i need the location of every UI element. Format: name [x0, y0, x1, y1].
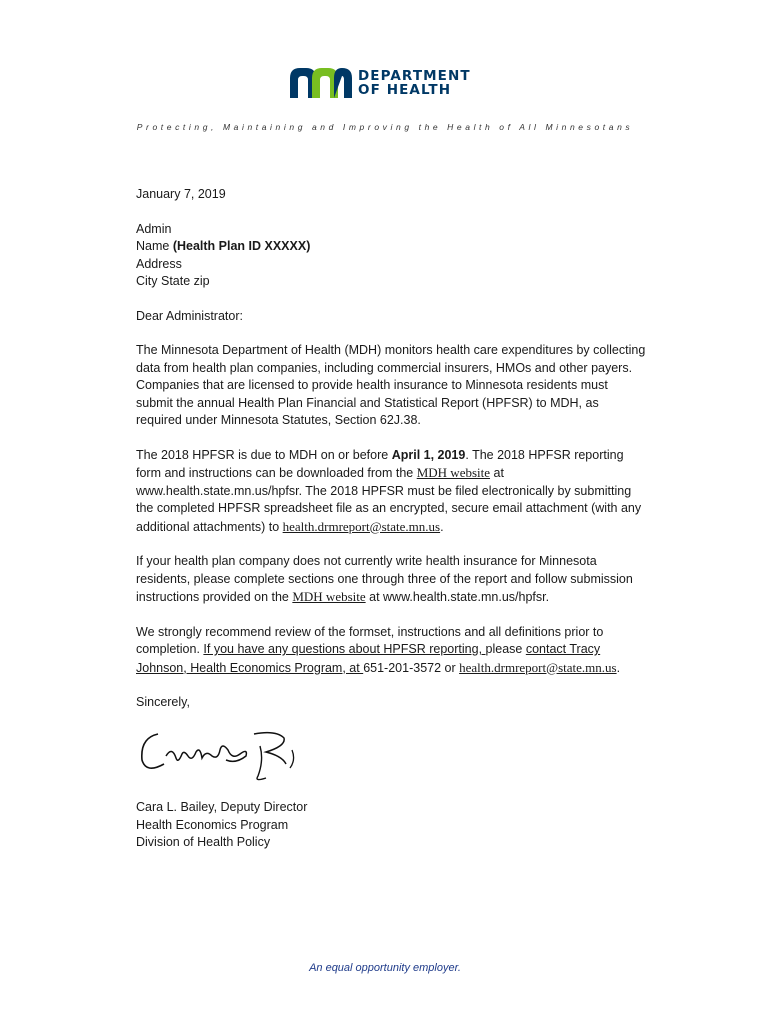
mn-logo-mark-icon — [290, 68, 352, 98]
p4-text-1: We strongly recommend review of the formset, instructions and all definitions prior to completion. — [136, 624, 604, 656]
mdh-website-link[interactable]: MDH website — [416, 465, 491, 480]
closing: Sincerely, — [136, 695, 190, 709]
salutation: Dear Administrator: — [136, 308, 243, 323]
p4-text-3: 651-201-3572 or — [363, 660, 460, 675]
logo-line-department: DEPARTMENT — [358, 68, 471, 84]
p2-text-2: . The 2018 HPFSR reporting form and instructions can be downloaded from the — [136, 447, 624, 480]
address-line-3: Address — [136, 256, 182, 271]
report-email-link-2[interactable]: health.drmreport@state.mn.us — [459, 659, 617, 675]
p2-text-4: . — [440, 519, 444, 534]
contact-text: contact Tracy Johnson, Health Economics Program, at — [136, 642, 601, 675]
due-date: April 1, 2019 — [391, 447, 466, 462]
letter-body — [136, 186, 648, 869]
signer-name-title: Cara L. Bailey, Deputy Director — [136, 800, 308, 814]
paragraph-4 — [136, 624, 648, 678]
letter-date: January 7, 2019 — [136, 187, 226, 201]
p3-text-1: If your health plan company does not currently write health insurance for Minnesota residents, please complete sections one through three of the report and follow submission instructions provided on the — [136, 554, 633, 604]
p2-text-1: The 2018 HPFSR is due to MDH on or before — [136, 447, 392, 462]
questions-text: If you have any questions about HPFSR reporting, — [203, 642, 486, 656]
signer-block — [136, 799, 648, 852]
paragraph-3 — [136, 553, 648, 607]
p3-text-2: at www.health.state.mn.us/hpfsr. — [365, 590, 550, 604]
report-email-link[interactable]: health.drmreport@state.mn.us — [282, 518, 441, 534]
address-name: Name — [136, 239, 173, 253]
paragraph-1: The Minnesota Department of Health (MDH) monitors health care expenditures by collecting data from health plan companies, including commercial insurers, HMOs and other payers. Companies that are licensed to provide health insurance to Minnesota residents must submit the annual Health Plan Financial and Statistical Report (HPFSR) to MDH, as required under Minnesota Statutes, Section 62J.38. — [136, 343, 646, 427]
address-line-1: Admin — [136, 221, 172, 236]
footer-equal-opportunity: An equal opportunity employer. — [309, 962, 461, 974]
paragraph-2 — [136, 447, 648, 537]
signer-division: Division of Health Policy — [136, 835, 271, 849]
signature-image — [136, 720, 306, 782]
signer-program: Health Economics Program — [136, 817, 289, 832]
address-health-plan-id: (Health Plan ID XXXXX) — [172, 239, 311, 253]
mdh-logo — [290, 68, 471, 98]
tagline: Protecting, Maintaining and Improving the Health of All Minnesotans — [136, 122, 634, 132]
logo-line-of-health: OF HEALTH — [358, 82, 452, 98]
p4-text-2: please — [485, 642, 526, 656]
mdh-website-link-2[interactable]: MDH website — [292, 589, 366, 604]
p4-text-4: . — [616, 660, 621, 675]
address-line-4: City State zip — [136, 274, 210, 288]
recipient-address — [136, 221, 648, 291]
p2-text-3: at www.health.state.mn.us/hpfsr. The 2018 HPFSR must be filed electronically by submitting the completed HPFSR spreadsheet file as an encrypted, secure email attachment (with any additional attachments) to — [136, 466, 642, 534]
